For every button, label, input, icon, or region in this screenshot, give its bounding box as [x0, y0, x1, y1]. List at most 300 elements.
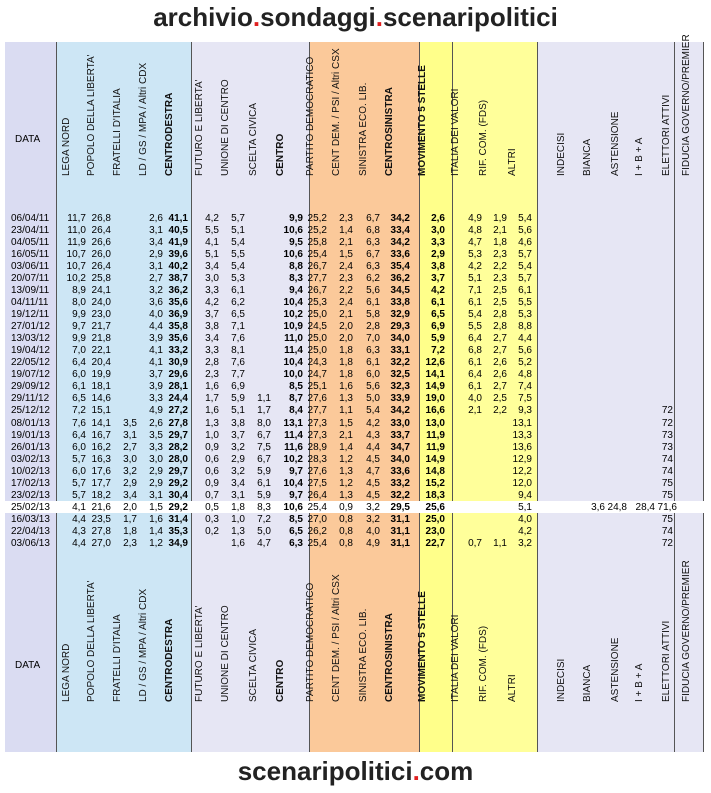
cell-pd: 27,7: [307, 273, 327, 285]
cell-rif: 2,5: [493, 297, 507, 309]
top-header-sc: SCELTA CIVICA: [248, 103, 259, 176]
cell-sel: 7,0: [366, 333, 380, 345]
cell-csx: 33,9: [390, 393, 410, 405]
cell-cdem: 2,3: [339, 273, 353, 285]
row-date: 04/05/11: [11, 237, 50, 249]
cell-lega: 5,7: [72, 489, 86, 501]
cell-ld: 4,1: [149, 345, 163, 357]
row-date: 25/12/12: [11, 405, 50, 417]
cell-rif: 2,7: [493, 381, 507, 393]
cell-lega: 6,5: [72, 393, 86, 405]
cell-cdem: 2,2: [339, 285, 353, 297]
cell-cdem: 0,8: [339, 525, 353, 537]
cell-csx: 32,5: [390, 369, 410, 381]
cell-ctr: 8,5: [289, 513, 303, 525]
cell-pd: 25,4: [307, 249, 327, 261]
cell-cdx: 38,7: [168, 273, 188, 285]
cell-cdx: 27,8: [168, 417, 188, 429]
cell-m5s: 6,1: [431, 297, 445, 309]
bottom-header-pd: PARTITO DEMOCRATICO: [305, 582, 316, 702]
cell-csx: 31,1: [390, 513, 410, 525]
cell-ctr: 10,4: [283, 357, 303, 369]
cell-sel: 4,5: [366, 477, 380, 489]
row-date: 19/07/12: [11, 369, 50, 381]
cell-pd: 28,3: [307, 453, 327, 465]
cell-pdl: 22,1: [91, 345, 111, 357]
cell-sel: 6,7: [366, 213, 380, 224]
cell-altri: 9,4: [518, 489, 532, 501]
cell-sel: 2,8: [366, 321, 380, 333]
cell-altri: 5,4: [518, 213, 532, 224]
bottom-header-cdem: CENT DEM. / PSI / Altri CSX: [331, 574, 342, 702]
cell-csx: 32,3: [390, 381, 410, 393]
cell-csx: 34,2: [390, 237, 410, 249]
cell-altri: 12,2: [512, 465, 532, 477]
top-header-pd: PARTITO DEMOCRATICO: [305, 56, 316, 176]
cell-ld: 2,6: [149, 213, 163, 224]
cell-cdx: 29,2: [168, 501, 188, 513]
cell-cdx: 27,2: [168, 405, 188, 417]
cell-altri: 5,7: [518, 249, 532, 261]
cell-ld: 3,0: [149, 453, 163, 465]
cell-ld: 3,6: [149, 297, 163, 309]
cell-idv: 6,8: [468, 345, 482, 357]
cell-lega: 7,0: [72, 345, 86, 357]
cell-pdl: 14,6: [91, 393, 111, 405]
cell-sel: 6,3: [366, 237, 380, 249]
cell-ld: 3,7: [149, 369, 163, 381]
cell-csx: 33,7: [390, 429, 410, 441]
cell-pd: 26,4: [307, 489, 327, 501]
cell-lega: 6,4: [72, 357, 86, 369]
cell-m5s: 6,9: [431, 321, 445, 333]
cell-lega: 11,9: [67, 237, 86, 249]
cell-ctr: 9,4: [289, 285, 303, 297]
cell-rif: 2,3: [493, 249, 507, 261]
cell-m5s: 25,0: [425, 513, 445, 525]
bottom-header-fiducia: FIDUCIA GOVERNO/PREMIER: [681, 560, 692, 702]
cell-ctr: 11,4: [284, 345, 303, 357]
bottom-header-pdl: POPOLO DELLA LIBERTA': [86, 580, 97, 702]
cell-m5s: 14,9: [425, 381, 445, 393]
cell-pdl: 24,1: [91, 285, 111, 297]
bottom-header-lega: LEGA NORD: [61, 643, 72, 702]
cell-pdl: 27,0: [91, 537, 111, 549]
cell-cdem: 2,1: [339, 309, 353, 321]
cell-csx: 33,6: [390, 249, 410, 261]
top-header-m5s: MOVIMENTO 5 STELLE: [417, 65, 428, 176]
cell-m5s: 11,9: [426, 429, 445, 441]
cell-sel: 6,1: [366, 357, 380, 369]
bottom-header-fli: FUTURO E LIBERTA': [194, 605, 205, 702]
row-date: 19/04/12: [11, 345, 50, 357]
cell-csx: 34,0: [390, 333, 410, 345]
cell-pdl: 26,4: [91, 225, 111, 237]
cell-lega: 4,4: [72, 537, 86, 549]
cell-ld: 1,2: [149, 537, 163, 549]
cell-rif: 2,3: [493, 273, 507, 285]
cell-udc: 7,6: [231, 333, 245, 345]
cell-pd: 26,7: [307, 285, 327, 297]
cell-cdx: 34,9: [168, 537, 188, 549]
bottom-header-sc: SCELTA CIVICA: [248, 629, 259, 702]
cell-sc: 1,1: [257, 393, 271, 405]
bottom-header-bianca: BIANCA: [582, 664, 593, 702]
cell-csx: 35,4: [390, 261, 410, 273]
cell-pd: 24,7: [307, 369, 327, 381]
cell-lega: 6,0: [72, 369, 86, 381]
cell-csx: 33,1: [390, 345, 410, 357]
cell-lega: 5,7: [72, 453, 86, 465]
cell-fli: 3,8: [205, 321, 219, 333]
cell-cdem: 2,3: [339, 213, 353, 224]
row-date: 22/04/13: [11, 525, 50, 537]
cell-ctr: 10,6: [283, 501, 303, 513]
cell-altri: 13,1: [512, 417, 532, 429]
cell-cdem: 1,4: [339, 441, 353, 453]
cell-altri: 4,8: [518, 369, 532, 381]
cell-pdl: 24,0: [91, 297, 111, 309]
cell-altri: 3,2: [518, 537, 532, 549]
bottom-header-rif: RIF. COM. (FDS): [478, 625, 489, 702]
cell-idv: 6,1: [468, 381, 482, 393]
row-date: 25/02/13: [11, 501, 50, 513]
cell-sel: 5,6: [366, 381, 380, 393]
cell-pd: 25,0: [307, 309, 327, 321]
cell-cdem: 0,8: [339, 513, 353, 525]
cell-fli: 3,3: [205, 285, 219, 297]
top-header-fiducia: FIDUCIA GOVERNO/PREMIER: [681, 34, 692, 176]
cell-cdem: 1,2: [339, 453, 353, 465]
cell-csx: 32,2: [390, 489, 410, 501]
cell-cdx: 29,7: [168, 429, 188, 441]
cell-udc: 3,2: [231, 441, 245, 453]
bottom-header-idv: ITALIA DEI VALORI: [450, 614, 461, 702]
cell-fli: 1,7: [205, 393, 219, 405]
top-header-altri: ALTRI: [507, 148, 518, 176]
cell-ld: 2,9: [149, 465, 163, 477]
cell-lega: 6,0: [72, 441, 86, 453]
cell-ld: 3,9: [149, 381, 163, 393]
cell-udc: 7,1: [231, 321, 245, 333]
cell-udc: 8,1: [231, 345, 245, 357]
cell-fli: 1,0: [205, 429, 219, 441]
cell-ld: 3,4: [149, 237, 163, 249]
cell-pdl: 26,4: [91, 261, 111, 273]
cell-ld: 2,6: [149, 417, 163, 429]
cell-rif: 2,6: [493, 369, 507, 381]
row-date: 13/03/12: [11, 333, 50, 345]
top-header-pdl: POPOLO DELLA LIBERTA': [86, 54, 97, 176]
top-header-csx: CENTROSINISTRA: [384, 87, 395, 176]
cell-m5s: 5,9: [431, 333, 445, 345]
cell-sel: 4,5: [366, 453, 380, 465]
cell-pdl: 20,4: [91, 357, 111, 369]
cell-m5s: 4,2: [431, 285, 445, 297]
bottom-header-cdx: CENTRODESTRA: [164, 618, 175, 702]
cell-csx: 34,2: [390, 213, 410, 224]
cell-altri: 4,4: [518, 333, 532, 345]
cell-altri: 13,6: [512, 441, 532, 453]
cell-lega: 9,7: [72, 321, 86, 333]
cell-fli: 1,6: [205, 405, 219, 417]
cell-ctr: 10,9: [283, 321, 303, 333]
cell-m5s: 14,8: [425, 465, 445, 477]
row-date: 08/01/13: [11, 417, 50, 429]
cell-sc: 5,9: [257, 489, 271, 501]
cell-fiducia: 72: [661, 537, 673, 549]
cell-fdi: 1,8: [123, 525, 137, 537]
cell-sc: 7,5: [257, 441, 271, 453]
cell-cdem: 1,6: [339, 381, 353, 393]
row-date: 19/12/11: [11, 309, 50, 321]
cell-csx: 33,6: [390, 465, 410, 477]
cell-altri: 5,4: [518, 261, 532, 273]
cell-indecisi: 3,6: [591, 501, 605, 513]
cell-idv: 0,7: [468, 537, 482, 549]
row-date: 03/06/11: [11, 261, 50, 273]
cell-pd: 25,8: [307, 237, 327, 249]
row-date: 23/04/11: [11, 225, 50, 237]
cell-pd: 25,4: [307, 537, 327, 549]
cell-cdx: 29,2: [168, 477, 188, 489]
cell-bianca: 24,8: [607, 501, 627, 513]
cell-fli: 5,1: [205, 249, 219, 261]
cell-pd: 24,3: [307, 357, 327, 369]
row-date: 06/04/11: [11, 213, 50, 224]
cell-udc: 1,3: [231, 525, 245, 537]
cell-fiducia: 73: [661, 429, 673, 441]
bottom-header-astensione: ASTENSIONE: [610, 637, 621, 702]
top-header-elettori: ELETTORI ATTIVI: [661, 94, 672, 176]
cell-lega: 7,6: [72, 417, 86, 429]
cell-idv: 6,4: [468, 369, 482, 381]
poll-table: [5, 34, 704, 752]
cell-cdem: 1,5: [339, 417, 353, 429]
cell-fli: 4,1: [205, 237, 219, 249]
cell-sc: 6,1: [257, 477, 271, 489]
cell-cdx: 39,6: [168, 249, 188, 261]
row-date: 16/05/11: [11, 249, 50, 261]
cell-ctr: 10,0: [283, 369, 303, 381]
cell-pdl: 21,6: [91, 501, 111, 513]
cell-udc: 1,0: [231, 513, 245, 525]
cell-fli: 0,7: [205, 489, 219, 501]
cell-cdx: 35,6: [168, 297, 188, 309]
row-date: 17/02/13: [11, 477, 50, 489]
cell-ld: 3,5: [149, 429, 163, 441]
cell-lega: 4,1: [72, 501, 86, 513]
top-header-astensione: ASTENSIONE: [610, 111, 621, 176]
cell-fli: 0,9: [205, 441, 219, 453]
cell-lega: 10,7: [66, 249, 86, 261]
cell-idv: 7,1: [468, 285, 482, 297]
cell-fdi: 3,5: [123, 417, 137, 429]
cell-altri: 5,6: [518, 225, 532, 237]
cell-ctr: 10,4: [283, 477, 303, 489]
cell-fli: 1,3: [205, 417, 219, 429]
cell-udc: 3,4: [231, 477, 245, 489]
cell-fdi: 3,2: [123, 465, 137, 477]
cell-pd: 27,3: [307, 417, 327, 429]
cell-ld: 1,4: [149, 525, 163, 537]
cell-csx: 33,4: [390, 225, 410, 237]
cell-pdl: 23,0: [91, 309, 111, 321]
cell-lega: 7,2: [72, 405, 86, 417]
cell-altri: 6,1: [518, 285, 532, 297]
cell-cdem: 2,1: [339, 429, 353, 441]
cell-m5s: 3,0: [431, 225, 445, 237]
cell-pd: 27,6: [307, 465, 327, 477]
cell-lega: 9,9: [72, 309, 86, 321]
cell-lega: 8,0: [72, 297, 86, 309]
top-header-fli: FUTURO E LIBERTA': [194, 79, 205, 176]
cell-udc: 5,7: [231, 213, 245, 224]
top-header-ibA: I + B + A: [634, 137, 645, 176]
cell-cdem: 1,2: [339, 477, 353, 489]
bottom-header-fdi: FRATELLI D'ITALIA: [112, 614, 123, 702]
cell-pd: 27,7: [307, 405, 327, 417]
cell-cdem: 0,9: [339, 501, 353, 513]
cell-pdl: 18,2: [91, 489, 111, 501]
cell-altri: 5,7: [518, 273, 532, 285]
cell-m5s: 14,1: [425, 369, 445, 381]
cell-cdx: 40,2: [168, 261, 188, 273]
cell-lega: 5,7: [72, 477, 86, 489]
cell-fli: 3,7: [205, 309, 219, 321]
cell-rif: 2,8: [493, 309, 507, 321]
row-date: 26/01/13: [11, 441, 50, 453]
cell-rif: 1,9: [493, 213, 507, 224]
cell-fli: 0,9: [205, 477, 219, 489]
cell-lega: 6,1: [72, 381, 86, 393]
top-header-ld: LD / GS / MPA / Altri CDX: [138, 62, 149, 176]
cell-udc: 5,1: [231, 405, 245, 417]
top-header-udc: UNIONE DI CENTRO: [220, 79, 231, 176]
cell-pd: 28,9: [307, 441, 327, 453]
cell-pdl: 14,1: [91, 417, 111, 429]
cell-pdl: 18,1: [91, 381, 111, 393]
top-title: archivio.sondaggi.scenaripolitici: [153, 2, 558, 32]
cell-m5s: 25,6: [425, 501, 445, 513]
cell-udc: 7,6: [231, 357, 245, 369]
cell-m5s: 11,9: [426, 441, 445, 453]
cell-udc: 7,7: [231, 369, 245, 381]
cell-rif: 1,1: [493, 537, 507, 549]
cell-cdem: 1,3: [339, 465, 353, 477]
row-date: 03/06/13: [11, 537, 50, 549]
cell-idv: 5,1: [468, 273, 482, 285]
cell-cdem: 2,0: [339, 333, 353, 345]
cell-csx: 31,1: [390, 537, 410, 549]
cell-m5s: 3,8: [431, 261, 445, 273]
cell-rif: 2,2: [493, 405, 507, 417]
row-date: 29/09/12: [11, 381, 50, 393]
cell-m5s: 14,9: [425, 453, 445, 465]
cell-ld: 2,9: [149, 477, 163, 489]
cell-cdem: 2,4: [339, 261, 353, 273]
cell-cdx: 24,4: [168, 393, 188, 405]
cell-sel: 4,0: [366, 525, 380, 537]
cell-ctr: 9,7: [289, 465, 303, 477]
bottom-header-indecisi: INDECISI: [556, 658, 567, 702]
cell-udc: 5,3: [231, 273, 245, 285]
cell-udc: 5,4: [231, 261, 245, 273]
cell-fli: 1,6: [205, 381, 219, 393]
cell-fiducia: 72: [661, 417, 673, 429]
cell-csx: 31,1: [390, 525, 410, 537]
cell-altri: 5,5: [518, 297, 532, 309]
cell-idv: 4,7: [468, 237, 482, 249]
cell-pd: 25,2: [307, 213, 327, 224]
cell-rif: 2,8: [493, 321, 507, 333]
cell-fli: 3,0: [205, 273, 219, 285]
cell-fli: 2,3: [205, 369, 219, 381]
row-date: 13/09/11: [11, 285, 50, 297]
cell-fdi: 3,4: [123, 489, 137, 501]
cell-pdl: 26,8: [91, 213, 111, 224]
cell-fdi: 2,0: [123, 501, 137, 513]
cell-ctr: 11,4: [284, 429, 303, 441]
cell-ctr: 10,2: [283, 309, 303, 321]
cell-udc: 6,1: [231, 285, 245, 297]
cell-ctr: 10,6: [283, 225, 303, 237]
cell-altri: 5,6: [518, 345, 532, 357]
cell-ctr: 8,8: [289, 261, 303, 273]
top-header-idv: ITALIA DEI VALORI: [450, 88, 461, 176]
cell-cdx: 31,4: [168, 513, 188, 525]
cell-cdem: 1,3: [339, 393, 353, 405]
cell-csx: 34,5: [390, 285, 410, 297]
cell-ld: 1,5: [149, 501, 163, 513]
cell-sc: 7,2: [257, 513, 271, 525]
cell-ld: 4,4: [149, 321, 163, 333]
cell-pd: 25,0: [307, 333, 327, 345]
cell-lega: 6,0: [72, 465, 86, 477]
bottom-header-altri: ALTRI: [507, 674, 518, 702]
cell-pd: 25,2: [307, 225, 327, 237]
cell-sc: 1,7: [257, 405, 271, 417]
cell-ctr: 6,5: [289, 525, 303, 537]
cell-pdl: 19,9: [91, 369, 111, 381]
cell-csx: 34,0: [390, 453, 410, 465]
cell-cdx: 30,4: [168, 489, 188, 501]
cell-rif: 2,7: [493, 345, 507, 357]
cell-sel: 3,2: [366, 501, 380, 513]
cell-ld: 3,3: [149, 393, 163, 405]
cell-fli: 4,2: [205, 213, 219, 224]
cell-udc: 5,4: [231, 237, 245, 249]
cell-ld: 3,1: [149, 225, 163, 237]
cell-fiducia: 74: [661, 465, 673, 477]
cell-cdem: 1,5: [339, 249, 353, 261]
cell-pdl: 15,1: [91, 405, 111, 417]
cell-idv: 5,3: [468, 249, 482, 261]
row-date: 23/02/13: [11, 489, 50, 501]
cell-fli: 2,8: [205, 357, 219, 369]
cell-cdx: 29,7: [168, 465, 188, 477]
cell-cdx: 30,9: [168, 357, 188, 369]
cell-udc: 1,8: [231, 501, 245, 513]
cell-fli: 0,3: [205, 513, 219, 525]
cell-udc: 5,5: [231, 249, 245, 261]
cell-fiducia: 74: [661, 525, 673, 537]
cell-ctr: 8,5: [289, 381, 303, 393]
cell-csx: 33,0: [390, 417, 410, 429]
cell-pd: 25,4: [307, 501, 327, 513]
cell-pdl: 23,5: [91, 513, 111, 525]
cell-altri: 8,8: [518, 321, 532, 333]
